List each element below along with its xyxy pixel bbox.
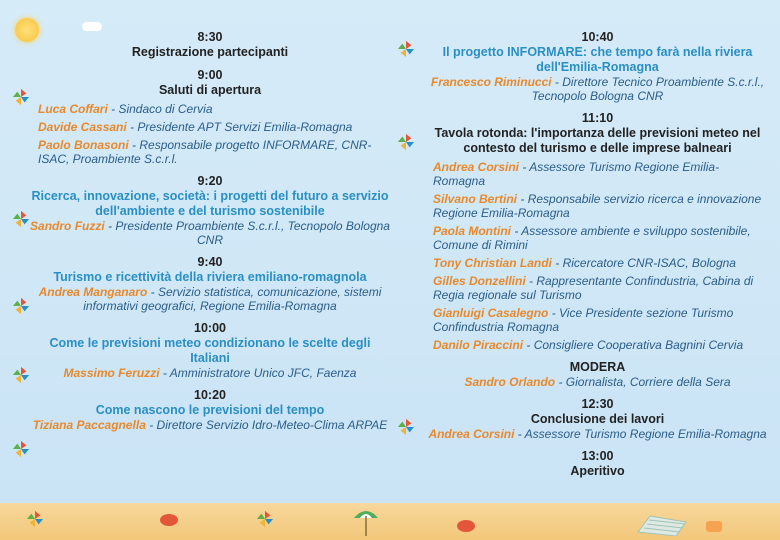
- speaker-role: - Assessore Turismo Regione Emilia-Romagna: [514, 427, 767, 441]
- program-item: [425, 30, 770, 103]
- speaker-name: Danilo Piraccini: [433, 338, 524, 352]
- pinwheel-icon: [12, 210, 30, 228]
- pinwheel-icon: [12, 297, 30, 315]
- speaker: [38, 138, 390, 166]
- speaker-role: - Responsabile progetto INFORMARE, CNR-ISAC, Proambiente S.c.r.l.: [38, 138, 372, 166]
- speaker-role: - Amministratore Unico JFC, Faenza: [159, 366, 357, 380]
- speaker-name: Andrea Corsini: [428, 427, 515, 441]
- program-item: [30, 68, 390, 166]
- crab-icon: [160, 514, 178, 526]
- speaker-role: - Rappresentante Confindustria, Cabina di Regia regionale sul Turismo: [433, 274, 754, 302]
- program-item: [425, 111, 770, 352]
- speaker-role: - Vice Presidente sezione Turismo Confindustria Romagna: [433, 306, 734, 334]
- speaker-role: - Ricercatore CNR-ISAC, Bologna: [551, 256, 736, 270]
- speaker-name: Gianluigi Casalegno: [433, 306, 549, 320]
- speaker-role: - Consigliere Cooperativa Bagnini Cervia: [523, 338, 744, 352]
- program-title: Come le previsioni meteo condizionano le scelte degli Italiani: [49, 336, 371, 365]
- speaker: [30, 366, 390, 380]
- speaker-name: Sandro Fuzzi: [30, 219, 105, 233]
- program-right-column: [425, 30, 770, 487]
- pinwheel-icon: [397, 40, 415, 58]
- speaker-role: - Sindaco di Cervia: [107, 102, 213, 116]
- program-time: 9:40: [197, 255, 223, 269]
- towel-icon: [636, 514, 688, 536]
- speaker: [30, 219, 390, 247]
- speaker-name: Andrea Corsini: [433, 160, 520, 174]
- speaker-name: Luca Coffari: [38, 102, 108, 116]
- speaker-name: Paola Montini: [433, 224, 511, 238]
- speaker-role: - Assessore ambiente e sviluppo sostenibile, Comune di Rimini: [433, 224, 751, 252]
- program-item: [30, 174, 390, 247]
- speaker: [30, 285, 390, 313]
- program-title: Saluti di apertura: [158, 83, 262, 97]
- program-title: Turismo e ricettività della riviera emiliano-romagnola: [53, 270, 367, 284]
- program-time: 8:30: [197, 30, 223, 44]
- speaker: [38, 102, 390, 116]
- pinwheel-icon: [12, 88, 30, 106]
- speaker-role: - Responsabile servizio ricerca e innovazione Regione Emilia-Romagna: [433, 192, 762, 220]
- program-title: Ricerca, innovazione, società: i progetti del futuro a servizio dell'ambiente e del turismo sostenibile: [31, 189, 389, 218]
- speaker: [425, 75, 770, 103]
- program-time: 9:20: [197, 174, 223, 188]
- program-item: [425, 449, 770, 479]
- speaker-role: - Direttore Tecnico Proambiente S.c.r.l., Tecnopolo Bologna CNR: [531, 75, 765, 103]
- speaker-name: Sandro Orlando: [464, 375, 556, 389]
- speaker-name: Francesco Riminucci: [430, 75, 552, 89]
- speaker: [433, 256, 770, 270]
- speaker-role: - Presidente Proambiente S.c.r.l., Tecnopolo Bologna CNR: [104, 219, 390, 247]
- pinwheel-icon: [26, 510, 44, 528]
- program-item: [30, 255, 390, 313]
- speaker-role: - Presidente APT Servizi Emilia-Romagna: [126, 120, 353, 134]
- program-time: 10:20: [194, 388, 226, 402]
- program-title: Come nascono le previsioni del tempo: [95, 403, 325, 417]
- speaker-role: - Giornalista, Corriere della Sera: [555, 375, 731, 389]
- program-time: 11:10: [581, 111, 614, 125]
- speaker-name: Davide Cassani: [38, 120, 127, 134]
- speaker: [30, 418, 390, 432]
- pinwheel-icon: [256, 510, 274, 528]
- pinwheel-icon: [397, 133, 415, 151]
- program-time: MODERA: [569, 360, 626, 374]
- program-item: [30, 388, 390, 432]
- speaker: [433, 306, 770, 334]
- program-title: Registrazione partecipanti: [131, 45, 289, 59]
- program-title: Aperitivo: [570, 464, 625, 478]
- program-title: Il progetto INFORMARE: che tempo farà nella riviera dell'Emilia-Romagna: [442, 45, 753, 74]
- speaker: [433, 160, 770, 188]
- program-time: 10:00: [194, 321, 226, 335]
- program-time: 12:30: [581, 397, 614, 411]
- program-item: [30, 30, 390, 60]
- program-time: 13:00: [581, 449, 614, 463]
- pinwheel-icon: [397, 418, 415, 436]
- program-title: Conclusione dei lavori: [530, 412, 665, 426]
- speaker-role: - Servizio statistica, comunicazione, sistemi informativi geografici, Regione Emilia-Romagna: [83, 285, 382, 313]
- program-title: Tavola rotonda: l'importanza delle previsioni meteo nel contesto del turismo e delle imprese balneari: [434, 126, 761, 155]
- speaker: [433, 224, 770, 252]
- program-time: 9:00: [197, 68, 223, 82]
- program-left-column: [30, 30, 390, 440]
- speaker-name: Tiziana Paccagnella: [32, 418, 146, 432]
- speaker-role: - Direttore Servizio Idro-Meteo-Clima ARPAE: [145, 418, 388, 432]
- pinwheel-icon: [12, 366, 30, 384]
- crab-icon: [457, 520, 475, 532]
- speaker: [433, 274, 770, 302]
- speaker-name: Silvano Bertini: [433, 192, 518, 206]
- speaker: [38, 120, 390, 134]
- program-item: [425, 360, 770, 389]
- speaker-name: Gilles Donzellini: [433, 274, 526, 288]
- speaker-name: Andrea Manganaro: [38, 285, 148, 299]
- speaker-name: Paolo Bonasoni: [38, 138, 129, 152]
- speaker-role: - Assessore Turismo Regione Emilia-Romagna: [433, 160, 720, 188]
- program-item: [425, 397, 770, 441]
- program-time: 10:40: [581, 30, 614, 44]
- speaker: [425, 427, 770, 441]
- bucket-icon: [706, 521, 722, 532]
- pinwheel-icon: [12, 440, 30, 458]
- speaker-name: Massimo Feruzzi: [63, 366, 160, 380]
- speaker: [425, 375, 770, 389]
- speaker-name: Tony Christian Landi: [433, 256, 552, 270]
- speaker: [433, 192, 770, 220]
- speaker: [433, 338, 770, 352]
- beach-umbrella-icon: [352, 506, 380, 536]
- program-item: [30, 321, 390, 380]
